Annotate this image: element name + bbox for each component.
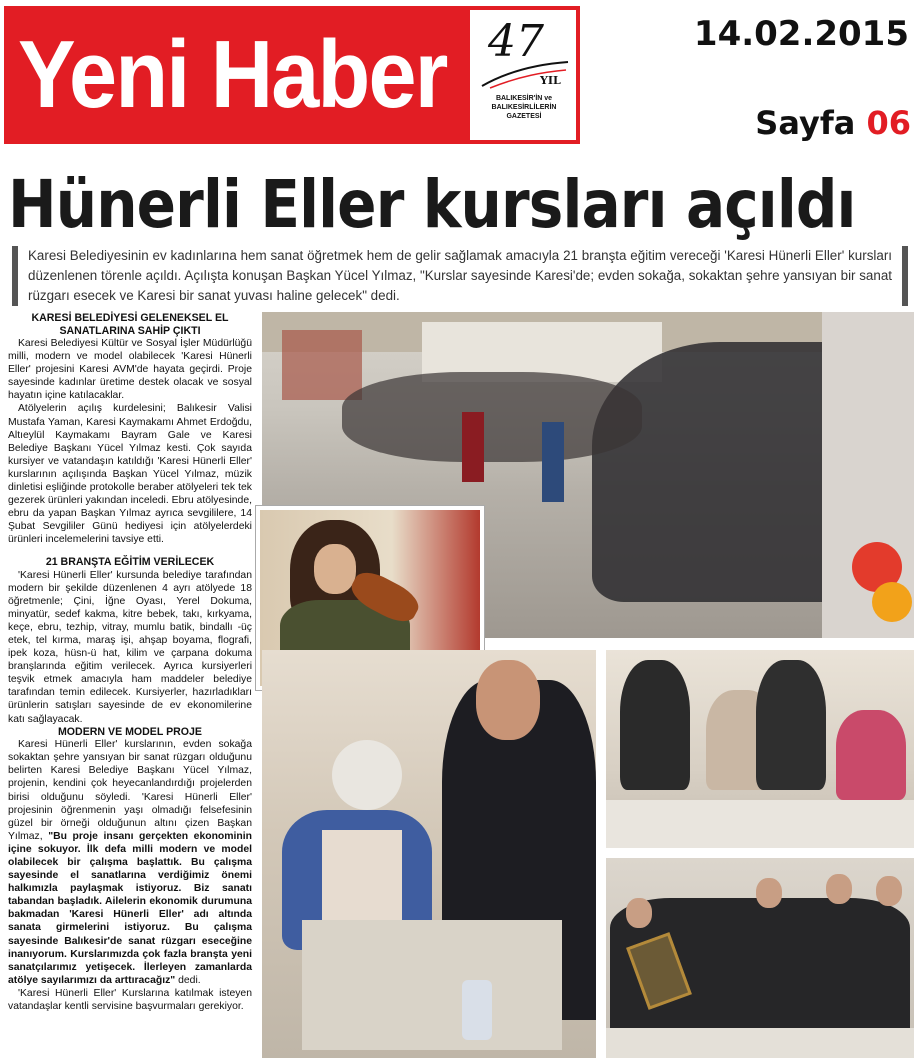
masthead-red-banner [8,10,470,140]
section2-heading: 21 BRANŞTA EĞİTİM VERİLECEK [45,556,215,568]
photo-women-workshop [606,650,914,848]
photo-ebru-workshop [262,650,596,1058]
section3-heading: MODERN VE MODEL PROJE [57,725,203,738]
intro-text: Karesi Belediyesinin ev kadınlarına hem sanat öğretmek hem de gelir sağlamak amacıyla 21 branşta eğitim vereceği 'Karesi Hünerli Eller' kursları düzenlenen törenle açıldı. Açılışta konuşan Başkan Yücel Yılmaz, "Kurslar sayesinde Karesi'de; evden sokağa, sokaktan şehre yansıyan bir sanat rüzgarı esecek ve Karesi bir sanat yuvası haline gelecek" dedi. [28,248,892,303]
section1-paragraph-1: Karesi Belediyesi Kültür ve Sosyal İşler Müdürlüğü milli, modern ve model olabilecek 'Karesi Hünerli Eller' projesini Karesi AVM'de hayata geçirdi. Proje sayesinde kadınlar üretime destek olacak ve sosyal hayatın içine katılacaklar. [8,338,252,402]
masthead [4,6,580,144]
page-indicator [755,104,911,142]
page-label: Sayfa [755,104,856,142]
logo-year-label: YIL [540,74,561,87]
intro-bar-right [902,246,908,306]
article-column-lower [8,556,252,1013]
section3-paragraph-1 [8,738,252,987]
logo-subtitle: BALIKESİR'İN ve BALIKESİRLİLERİN GAZETESİ [491,95,557,120]
headline: Hünerli Eller kursları açıldı [8,166,856,243]
anniversary-logo [470,10,576,140]
logo-number: 47 [488,16,544,67]
intro-block [12,246,908,306]
section1-paragraph-2: Atölyelerin açılış kurdelesini; Balıkesir Valisi Mustafa Yaman, Karesi Kaymakamı Ahmet Erdoğdu, Altıeylül Kaymakamı Bayram Gale ve Karesi Belediye Başkanı Yücel Yılmaz kesti. Çok sayıda kursiyer ve vatandaşın katıldığı 'Karesi Hünerli Eller' kurslarının açılışında Başkan Yücel Yılmaz, müzik dinletisi eşliğinde protokolle beraber atölyeleri tek tek gezerek ürünleri yakından inceledi. Ebru atölyesinde, ebru da yapan Başkan Yılmaz ayrıca sevgililere, 14 Şubat Sevgililer Günü hediyesi için atölyelerdeki ürünleri incelemelerini tavsiye etti. [8,403,252,546]
section2-paragraph-1: 'Karesi Hünerli Eller' kursunda belediye tarafından modern bir şekilde düzenlenen 4 ayrı atölyede 18 öğretmenle; Çini, İğne Oyası, Yerel Dokuma, minyatür, sedef kakma, kitre bebek, takı, kırkyama, keçe, ebru, tezhip, vitray, mumlu batik, bindallı -üç etek, tel kırma, maraş işi, ahşap boyama, flografi, ipek koza, hüsn-ü hat, kilim ve çarpana dokuma branşlarında eğitim verilecek. Ayrıca kursiyerleri teşvik etmek amacıyla ham maddeler belediye tarafından temin edilecek. Kursiyerler, hazırladıkları ürünlerin satışları sayesinde de ev ekonomilerine katı sağlayacak. [8,569,252,725]
section3-quote: "Bu proje insanı gerçekten ekonominin içine sokuyor. İlk defa milli modern ve model olabilecek bir çalışma başlattık. Bu çalışma sayesinde el sanatlarına verdiğimiz önemi halkımızla paylaşmak istiyoruz. Biz sanatı tabandan başladık. Ailelerin ekonomik durumuna bakmadan 'Karesi Hünerli Eller' adı altında sanata girmelerini istiyoruz. Bu çalışma sayesinde Balıkesir'de sanat rüzgarı eseceğine inanıyorum. Kurslarımızda çok fazla branşta yeni sanatçılarımız yetişecek. İlerleyen zamanlarda atölye sayılarımızı da arttıracağız" [8,830,252,986]
photo-officials [606,858,914,1058]
article-column-upper [8,312,252,547]
section3-paragraph-2: 'Karesi Hünerli Eller' Kurslarına katılmak isteyen vatandaşlar kentli servisine başvurmaları gerekiyor. [8,987,252,1012]
section1-heading: KARESİ BELEDİYESİ GELENEKSEL EL SANATLARINA SAHİP ÇIKTI [31,312,229,337]
page-number: 06 [866,104,911,142]
issue-date: 14.02.2015 [693,14,909,54]
intro-bar-left [12,246,18,306]
section3-tail: dedi. [178,974,201,986]
newspaper-title: Yeni Haber [18,21,447,128]
section3-text: Karesi Hünerli Eller' kurslarının, evden sokağa sokaktan şehre yansıyan bir sanat rüzgarı olduğunu belirten Karesi Belediye Başkanı Yücel Yılmaz, projenin, kendini çok heyecanlandırdığı projelerden birisi olduğunu söyledi. 'Karesi Hünerli Eller' projesinin öğrenmenin yaşı olmadığı felsefesinin güzel bir örneği olduğunun altını çizen Başkan Yılmaz, [8,739,252,842]
